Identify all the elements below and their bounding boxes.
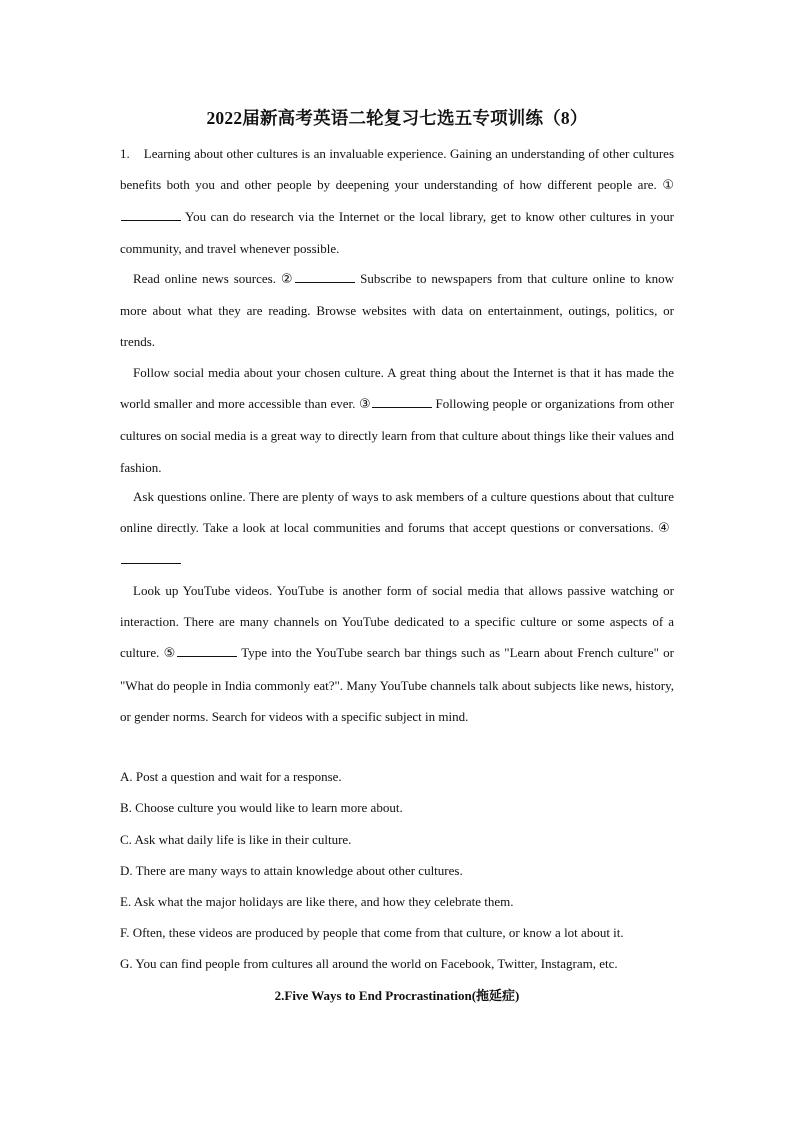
question-2-title: 2.Five Ways to End Procrastination(拖延症)	[274, 988, 520, 1003]
question-number: 1.	[120, 146, 130, 161]
passage-paragraph-1	[120, 138, 674, 264]
document-title: 2022届新高考英语二轮复习七选五专项训练（8）	[206, 108, 588, 128]
blank-3-marker: ③	[358, 397, 371, 413]
blank-2-line	[295, 270, 355, 283]
paragraph-1-text-a: Learning about other cultures is an invaluable experience. Gaining an understanding of other cultures benefits both you and other people by deepening your understanding of how different people are.	[120, 146, 675, 193]
paragraph-3-text-a: Follow social media about your chosen culture. A great thing about the Internet is that it has made the world smaller and more accessible than ever.	[120, 365, 674, 412]
passage-paragraph-2	[120, 263, 674, 358]
blank-3-line	[372, 395, 432, 408]
blank-4-marker: ④	[658, 521, 671, 537]
blank-5-line	[177, 644, 237, 657]
paragraph-5-text-a: Look up YouTube videos. YouTube is another form of social media that allows passive watching or interaction. There are many channels on YouTube dedicated to a specific culture or some aspects of a culture.	[120, 583, 674, 661]
option-d: D. There are many ways to attain knowledge about other cultures.	[120, 863, 463, 878]
paragraph-1-text-b: You can do research via the Internet or the local library, get to know other cultures in your community, and travel whenever possible.	[120, 209, 675, 256]
option-f: F. Often, these videos are produced by people that come from that culture, or know a lot about it.	[120, 925, 624, 940]
option-b: B. Choose culture you would like to learn more about.	[120, 800, 403, 815]
blank-5-marker: ⑤	[163, 646, 177, 662]
option-g: G. You can find people from cultures all around the world on Facebook, Twitter, Instagram, etc.	[120, 956, 618, 971]
blank-1-marker: ①	[662, 178, 675, 194]
option-e: E. Ask what the major holidays are like there, and how they celebrate them.	[120, 894, 514, 909]
blank-1-line	[121, 208, 181, 221]
paragraph-3-text-b: Following people or organizations from other cultures on social media is a great way to directly learn from that culture about things like their values and fashion.	[120, 396, 675, 475]
blank-4-line	[121, 551, 181, 564]
passage-paragraph-4	[120, 481, 674, 576]
option-a: A. Post a question and wait for a response.	[120, 769, 342, 784]
paragraph-5-text-b: Type into the YouTube search bar things such as "Learn about French culture" or "What do people in India commonly eat?". Many YouTube channels talk about subjects like news, history, or gender norms. Search for videos with a specific subject in mind.	[120, 645, 675, 724]
paragraph-2-text-b: Subscribe to newspapers from that culture online to know more about what they are reading. Browse websites with data on entertainment, outings, politics, or trends.	[120, 271, 674, 350]
blank-2-marker: ②	[280, 272, 295, 287]
paragraph-4-text-a: Ask questions online. There are plenty of ways to ask members of a culture questions about that culture online directly. Take a look at local communities and forums that accept questions or conversations.	[120, 489, 674, 536]
option-c: C. Ask what daily life is like in their culture.	[120, 832, 352, 847]
passage-paragraph-5	[120, 575, 674, 732]
paragraph-2-text-a: Read online news sources.	[133, 271, 276, 286]
passage-paragraph-3	[120, 357, 674, 483]
